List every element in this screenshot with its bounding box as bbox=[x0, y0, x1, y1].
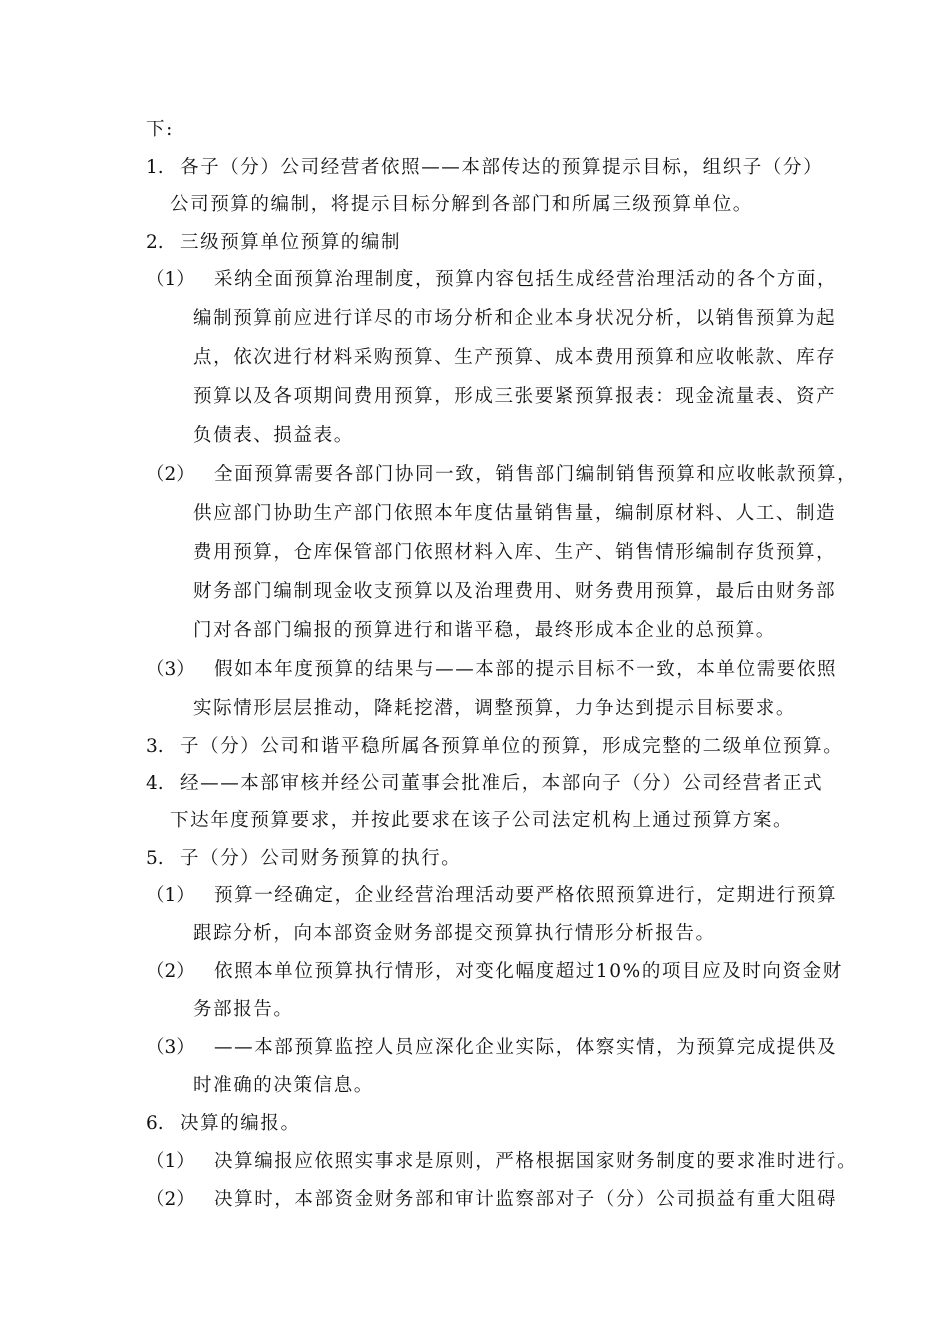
item-marker: 6. bbox=[146, 1113, 164, 1134]
paragraph-line: 决算时，本部资金财务部和审计监察部对子（分）公司损益有重大阻碍 bbox=[214, 1189, 838, 1210]
item-marker: （1） bbox=[146, 885, 195, 906]
paragraph-line: 点，依次进行材料采购预算、生产预算、成本费用预算和应收帐款、库存 bbox=[193, 347, 837, 368]
item-marker: （2） bbox=[146, 1189, 195, 1210]
item-marker: （3） bbox=[146, 659, 195, 680]
paragraph-line: 跟踪分析，向本部资金财务部提交预算执行情形分析报告。 bbox=[193, 923, 716, 944]
paragraph-line: 负债表、损益表。 bbox=[193, 425, 354, 446]
paragraph-line: 决算编报应依照实事求是原则，严格根据国家财务制度的要求准时进行。 bbox=[214, 1151, 858, 1172]
paragraph-line: 假如本年度预算的结果与——本部的提示目标不一致，本单位需要依照 bbox=[214, 659, 838, 680]
intro-text: 下: bbox=[146, 119, 174, 140]
item-marker: （2） bbox=[146, 961, 195, 982]
paragraph-line: 门对各部门编报的预算进行和谐平稳，最终形成本企业的总预算。 bbox=[193, 620, 776, 641]
paragraph-line: 公司预算的编制，将提示目标分解到各部门和所属三级预算单位。 bbox=[170, 194, 753, 215]
item-marker: 2. bbox=[146, 232, 164, 253]
paragraph-line: 费用预算，仓库保管部门依照材料入库、生产、销售情形编制存货预算， bbox=[193, 542, 837, 563]
paragraph-line: 子（分）公司财务预算的执行。 bbox=[180, 848, 462, 869]
paragraph-line: 供应部门协助生产部门依照本年度估量销售量，编制原材料、人工、制造 bbox=[193, 503, 837, 524]
item-marker: （3） bbox=[146, 1037, 195, 1058]
item-marker: 4. bbox=[146, 773, 164, 794]
paragraph-line: 财务部门编制现金收支预算以及治理费用、财务费用预算，最后由财务部 bbox=[193, 581, 837, 602]
item-marker: （1） bbox=[146, 1151, 195, 1172]
item-marker: （1） bbox=[146, 269, 195, 290]
paragraph-line: 实际情形层层推动，降耗挖潜，调整预算，力争达到提示目标要求。 bbox=[193, 698, 797, 719]
item-marker: 3. bbox=[146, 736, 164, 757]
item-marker: （2） bbox=[146, 464, 195, 485]
paragraph-line: 各子（分）公司经营者依照——本部传达的预算提示目标，组织子（分） bbox=[180, 157, 824, 178]
paragraph-line: 依照本单位预算执行情形，对变化幅度超过10%的项目应及时向资金财 bbox=[214, 961, 843, 982]
paragraph-line: 子（分）公司和谐平稳所属各预算单位的预算，形成完整的二级单位预算。 bbox=[180, 736, 844, 757]
item-marker: 5. bbox=[146, 848, 164, 869]
paragraph-line: 务部报告。 bbox=[193, 999, 294, 1020]
paragraph-line: 编制预算前应进行详尽的市场分析和企业本身状况分析，以销售预算为起 bbox=[193, 308, 837, 329]
paragraph-line: 全面预算需要各部门协同一致，销售部门编制销售预算和应收帐款预算， bbox=[214, 464, 858, 485]
item-marker: 1. bbox=[146, 157, 164, 178]
paragraph-line: ——本部预算监控人员应深化企业实际，体察实情，为预算完成提供及 bbox=[214, 1037, 838, 1058]
paragraph-line: 决算的编报。 bbox=[180, 1113, 301, 1134]
paragraph-line: 下达年度预算要求，并按此要求在该子公司法定机构上通过预算方案。 bbox=[170, 810, 794, 831]
paragraph-line: 预算一经确定，企业经营治理活动要严格依照预算进行，定期进行预算 bbox=[214, 885, 838, 906]
paragraph-line: 预算以及各项期间费用预算，形成三张要紧预算报表：现金流量表、资产 bbox=[193, 386, 837, 407]
paragraph-line: 时准确的决策信息。 bbox=[193, 1075, 374, 1096]
paragraph-line: 采纳全面预算治理制度，预算内容包括生成经营治理活动的各个方面， bbox=[214, 269, 838, 290]
paragraph-line: 经——本部审核并经公司董事会批准后，本部向子（分）公司经营者正式 bbox=[180, 773, 824, 794]
paragraph-line: 三级预算单位预算的编制 bbox=[180, 232, 402, 253]
